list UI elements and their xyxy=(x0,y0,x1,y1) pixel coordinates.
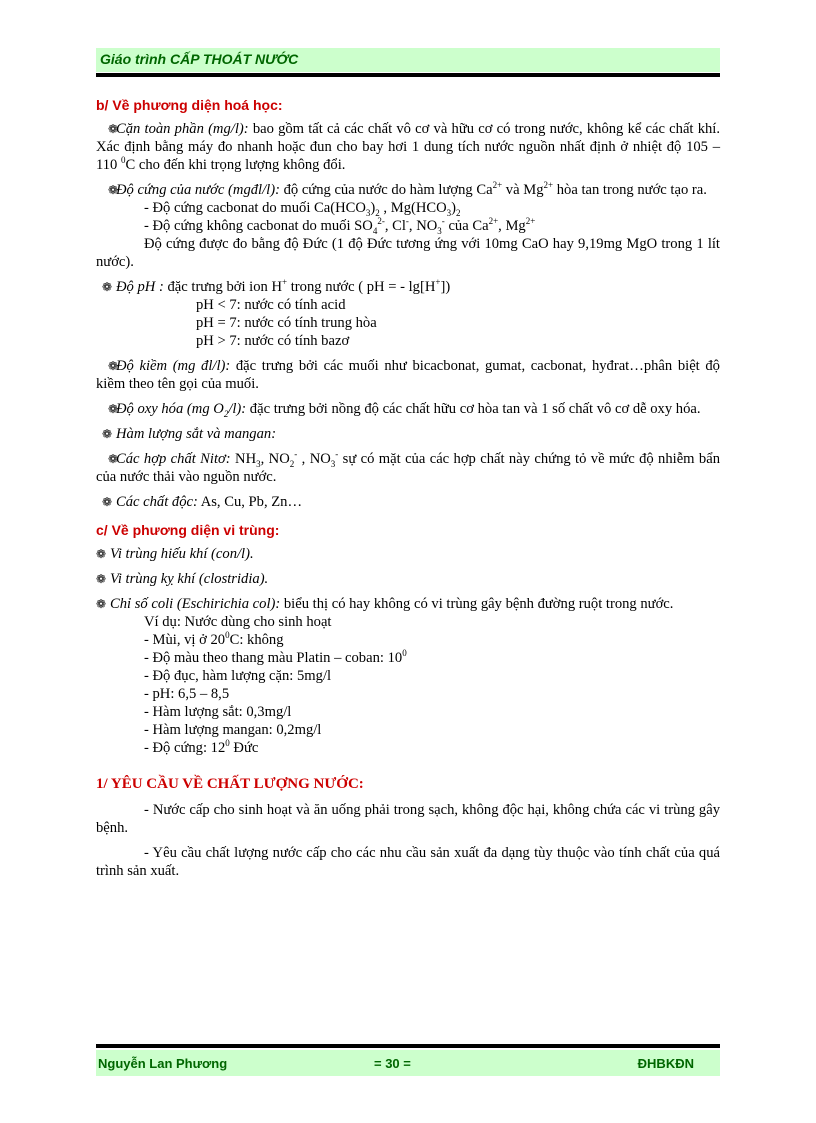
item-vi-trung-hieu-khi: ❁ Vi trùng hiếu khí (con/l). xyxy=(96,546,254,562)
item-do-cung: ❁Độ cứng của nước (mgđl/l): độ cứng của nước do hàm lượng $Ca^{2+}$ và $Mg^{2+}$ hòa tan trong nước tạo ra. xyxy=(96,181,720,199)
footer-org: ĐHBKĐN xyxy=(637,1056,694,1071)
header-rule xyxy=(96,73,720,77)
footer-author: Nguyễn Lan Phương xyxy=(98,1056,228,1071)
requirement-sinh-hoat: - Nước cấp cho sinh hoạt và ăn uống phải trong sạch, không độc hại, không chứa các vi trùng gây bệnh. xyxy=(96,802,720,836)
footer-page-number: = 30 = xyxy=(374,1056,411,1071)
ph-acid: pH < 7: nước có tính acid xyxy=(196,297,346,313)
section-1-heading: 1/ YÊU CẦU VỀ CHẤT LƯỢNG NƯỚC: xyxy=(96,776,364,792)
example-do-mau: - Độ màu theo thang màu Platin – coban: $10^0$ xyxy=(144,648,407,666)
header-bar xyxy=(96,48,720,72)
flower-bullet-icon: ❁ xyxy=(96,572,107,586)
flower-bullet-icon: ❁ xyxy=(108,183,119,197)
flower-bullet-icon: ❁ xyxy=(96,547,107,561)
example-do-cung: - Độ cứng: $12^0$ Đức xyxy=(144,738,259,756)
section-b-heading: b/ Về phương diện hoá học: xyxy=(96,97,283,113)
requirement-san-xuat: - Yêu cầu chất lượng nước cấp cho các nhu cầu sản xuất đa dạng tùy thuộc vào tính chất của quá trình sản xuất. xyxy=(96,845,720,879)
example-mui-vi: - Mùi, vị ở $20^0C$: không xyxy=(144,630,284,648)
section-c-heading: c/ Về phương diện vi trùng: xyxy=(96,522,280,538)
example-sat: - Hàm lượng sắt: 0,3mg/l xyxy=(144,704,292,720)
example-title: Ví dụ: Nước dùng cho sinh hoạt xyxy=(144,614,332,630)
footer-rule xyxy=(96,1044,720,1048)
do-cung-cacbonat: - Độ cứng cacbonat do muối $Ca(HCO_3)_2$ , $Mg(HCO_3)_2$ xyxy=(144,200,461,218)
flower-bullet-icon: ❁ xyxy=(108,359,119,373)
item-vi-trung-ky-khi: ❁ Vi trùng kỵ khí (clostridia). xyxy=(96,571,269,587)
example-mangan: - Hàm lượng mangan: 0,2mg/l xyxy=(144,722,322,738)
item-chat-doc: ❁ Các chất độc: As, Cu, Pb, Zn… xyxy=(102,494,303,510)
item-coli: ❁ Chỉ số coli (Eschirichia col): biểu thị có hay không có vi trùng gây bệnh đường ruột trong nước. xyxy=(96,596,674,612)
item-can: ❁Cặn toàn phần (mg/l): bao gồm tất cả các chất vô cơ và hữu cơ có trong nước, không kể các chất khí. Xác định bằng máy đo nhanh hoặc đun cho bay hơi 1 dung tích nước nguồn nhất định ở nhiệt độ 105 – 110 $^0$C cho đến khi trọng lượng không đổi. xyxy=(96,121,720,173)
flower-bullet-icon: ❁ xyxy=(108,402,119,416)
item-nito: ❁Các hợp chất Nitơ: $NH_3$, $NO_2^-$ , $NO_3^-$ sự có mặt của các hợp chất này chứng tỏ về mức độ nhiễm bẩn của nước thải vào nguồn nước. xyxy=(96,449,720,485)
flower-bullet-icon: ❁ xyxy=(102,495,113,509)
do-cung-khong-cacbonat: - Độ cứng không cacbonat do muối $SO_4^{2-}$, Cl-, $NO_3^-$ của $Ca^{2+}$, $Mg^{2+}$ xyxy=(144,216,536,236)
example-ph: - pH: 6,5 – 8,5 xyxy=(144,686,230,702)
page-content xyxy=(96,96,720,887)
flower-bullet-icon: ❁ xyxy=(102,427,113,441)
flower-bullet-icon: ❁ xyxy=(108,122,119,136)
item-do-oxy-hoa: ❁Độ oxy hóa (mg $O_2/l$): đặc trưng bởi nồng độ các chất hữu cơ hòa tan và 1 số chất vô cơ dễ oxy hóa. xyxy=(96,400,720,418)
item-ph: ❁ Độ pH : đặc trưng bởi ion H+ trong nước ( pH = - lg[H+]) xyxy=(102,277,451,295)
footer-bar xyxy=(96,1050,720,1076)
flower-bullet-icon: ❁ xyxy=(102,280,113,294)
item-sat-mangan: ❁ Hàm lượng sắt và mangan: xyxy=(102,426,277,442)
item-do-kiem: ❁Độ kiềm (mg đl/l): đặc trưng bởi các muối như bicacbonat, gumat, cacbonat, hyđrat…phân biệt độ kiềm theo tên gọi của muối. xyxy=(96,358,720,392)
flower-bullet-icon: ❁ xyxy=(96,597,107,611)
do-cung-do-duc: Độ cứng được đo bằng độ Đức (1 độ Đức tương ứng với 10mg CaO hay 9,19mg MgO trong 1 lít nước). xyxy=(96,236,720,270)
ph-neutral: pH = 7: nước có tính trung hòa xyxy=(196,315,377,331)
ph-base: pH > 7: nước có tính bazơ xyxy=(196,333,350,349)
flower-bullet-icon: ❁ xyxy=(108,452,119,466)
example-do-duc: - Độ đục, hàm lượng cặn: 5mg/l xyxy=(144,668,332,684)
header-title: Giáo trình CẤP THOÁT NƯỚC xyxy=(100,51,299,67)
